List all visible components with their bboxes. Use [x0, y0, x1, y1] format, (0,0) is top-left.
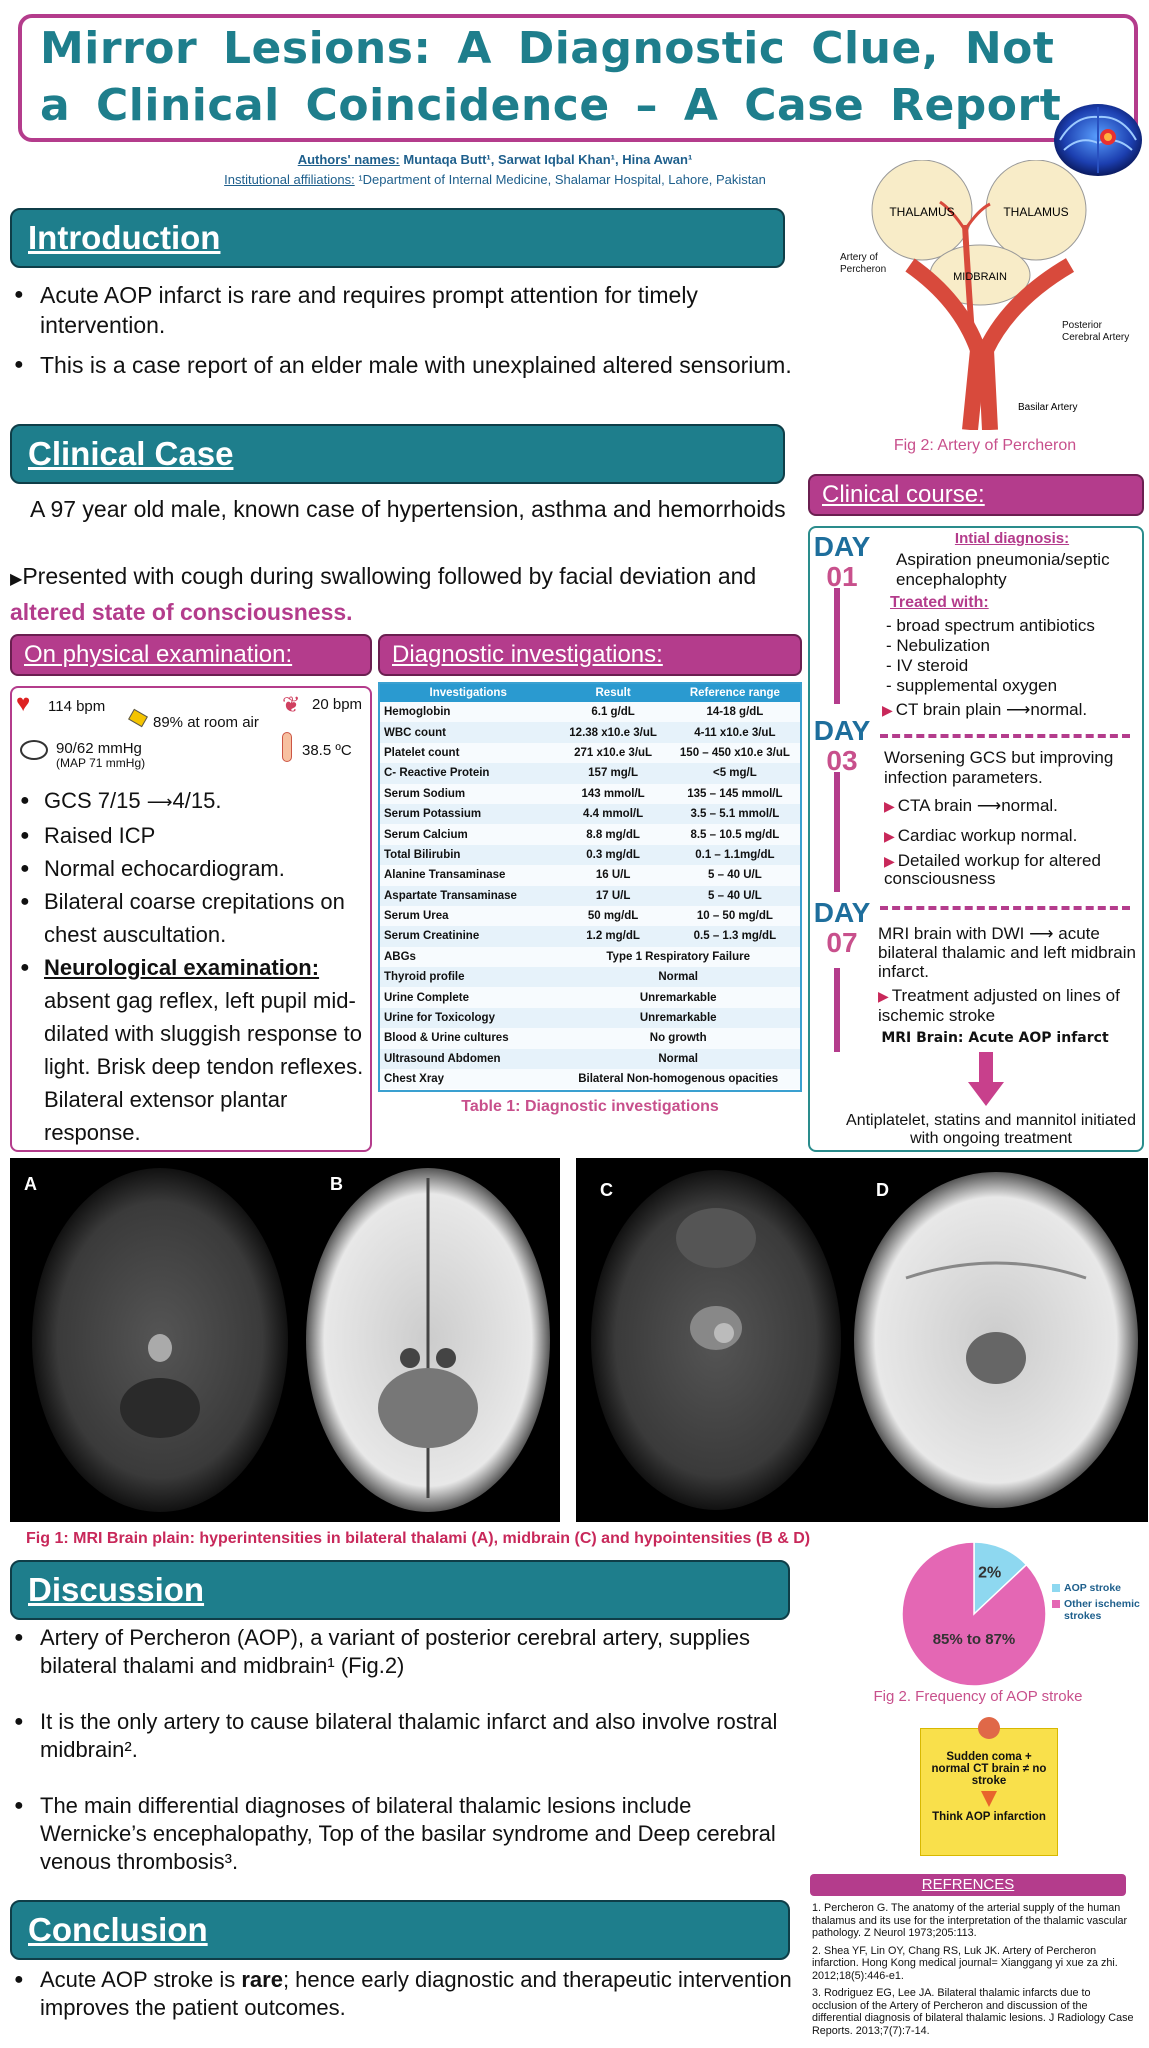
references-heading: REFRENCES: [810, 1874, 1126, 1896]
table-cell: Unremarkable: [556, 987, 800, 1007]
legend-item: [1052, 1582, 1148, 1594]
resp-rate: 20 bpm: [312, 696, 363, 713]
pushpin-icon: [978, 1717, 1000, 1739]
table-cell: 5 – 40 U/L: [670, 865, 800, 885]
fig2-caption: Fig 2: Artery of Percheron: [893, 437, 1077, 454]
table-cell: Serum Potassium: [380, 804, 556, 824]
gcs-to: 4/15.: [172, 788, 222, 813]
mri-image-cd: [576, 1158, 1148, 1522]
neuro-text: absent gag reflex, left pupil mid-dilated with sluggish response to light. Brisk deep tendon reflexes. Bilateral extensor plantar response.: [44, 988, 364, 1145]
table-caption: Table 1: Diagnostic investigations: [461, 1098, 719, 1115]
table-cell: 271 x10.e 3/uL: [556, 743, 669, 763]
day3-text: Worsening GCS but improving infection parameters.: [884, 748, 1114, 787]
mri-result: acute bilateral thalamic and left midbrain infarct.: [878, 924, 1136, 981]
table-cell: Serum Calcium: [380, 824, 556, 844]
presentation-highlight: altered state of consciousness.: [10, 599, 353, 625]
artery-label: Artery of Percheron: [840, 252, 887, 275]
discussion-list: [14, 1624, 804, 1886]
table-cell: 135 – 145 mmol/L: [670, 784, 800, 804]
table-cell: 4-11 x10.e 3/uL: [670, 722, 800, 742]
aop-frequency-pie-chart: [900, 1540, 1048, 1688]
table-row: [380, 722, 800, 742]
thalamus-left-label: THALAMUS: [889, 205, 955, 219]
table-cell: 0.1 – 1.1mg/dL: [670, 845, 800, 865]
table-row: [380, 967, 800, 987]
gcs-from: GCS 7/15: [44, 788, 141, 813]
table-cell: ABGs: [380, 947, 556, 967]
table-cell: C- Reactive Protein: [380, 763, 556, 783]
table-row: [380, 845, 800, 865]
day-word: DAY: [813, 897, 871, 928]
table-cell: 5 – 40 U/L: [670, 886, 800, 906]
table-row: [380, 947, 800, 967]
lungs-icon: ❦: [282, 692, 301, 717]
temperature: 38.5 ºC: [302, 742, 352, 759]
table-cell: Serum Creatinine: [380, 926, 556, 946]
timeline-bar: [834, 968, 840, 1052]
conclusion-prefix: Acute AOP stroke is: [40, 1967, 242, 1992]
conclusion-bold: rare: [241, 1967, 283, 1992]
day-number: 01: [826, 561, 858, 592]
table-cell: 17 U/L: [556, 886, 669, 906]
introduction-list: [14, 280, 804, 390]
table-row: [380, 1008, 800, 1028]
mri-prefix: MRI brain with DWI: [878, 924, 1025, 943]
introduction-heading: Introduction: [10, 208, 785, 268]
table-cell: Serum Sodium: [380, 784, 556, 804]
diagnostics-table-wrap: [378, 682, 802, 1092]
treatment-adjust-text: Treatment adjusted on lines of ischemic stroke: [878, 986, 1120, 1025]
table-row: [380, 763, 800, 783]
clinical-case-intro: A 97 year old male, known case of hypertension, asthma and hemorrhoids: [30, 496, 786, 522]
table-cell: Normal: [556, 967, 800, 987]
table-cell: 3.5 – 5.1 mmol/L: [670, 804, 800, 824]
table-cell: Total Bilirubin: [380, 845, 556, 865]
legend-item: [1052, 1598, 1148, 1622]
affiliation-line: [150, 172, 840, 187]
list-item: ● Artery of Percheron (AOP), a variant of posterior cerebral artery, supplies bilateral thalami and midbrain¹ (Fig.2): [14, 1624, 804, 1680]
timeline-bar: [834, 772, 840, 892]
day7-mri: [878, 924, 1136, 981]
list-item: - supplemental oxygen: [886, 676, 1058, 695]
authors-label: Authors' names:: [297, 152, 400, 167]
sticky-note: [920, 1728, 1058, 1856]
initial-dx-label: Intial diagnosis:: [954, 530, 1070, 547]
thalamus-right-label: THALAMUS: [1003, 205, 1069, 219]
column-header: Result: [556, 684, 669, 702]
authors-names: Muntaqa Butt¹, Sarwat Iqbal Khan¹, Hina Awan¹: [403, 152, 693, 167]
table-cell: 14-18 g/dL: [670, 702, 800, 722]
exam-findings: [20, 784, 368, 1149]
list-item: ● Bilateral coarse crepitations on chest auscultation.: [20, 885, 368, 951]
table-cell: Alanine Transaminase: [380, 865, 556, 885]
sticky-note-top: Sudden coma + normal CT brain ≠ no stroke: [931, 1751, 1047, 1787]
list-item: [20, 951, 368, 1149]
ct-result: normal.: [1030, 700, 1088, 719]
table-cell: WBC count: [380, 722, 556, 742]
list-item: ● It is the only artery to cause bilateral thalamic infarct and also involve rostral midbrain².: [14, 1708, 804, 1764]
mri-summary: MRI Brain: Acute AOP infarct: [881, 1030, 1109, 1046]
table-row: [380, 1049, 800, 1069]
list-item: ● This is a case report of an elder male with unexplained altered sensorium.: [14, 350, 804, 380]
table-row: [380, 824, 800, 844]
arrow-right-icon: ⟶: [146, 792, 173, 812]
physical-exam-heading: On physical examination:: [10, 634, 372, 676]
initial-dx: Aspiration pneumonia/septic encephalophty: [896, 550, 1110, 589]
clinical-case-heading: Clinical Case: [10, 424, 785, 484]
blood-pressure: 90/62 mmHg: [56, 740, 142, 757]
cta-text: CTA brain: [897, 796, 973, 815]
table-cell: 150 – 450 x10.e 3/uL: [670, 743, 800, 763]
panel-label-c: C: [600, 1180, 613, 1200]
table-row: [380, 804, 800, 824]
table-cell: Thyroid profile: [380, 967, 556, 987]
fig1-caption: Fig 1: MRI Brain plain: hyperintensities in bilateral thalami (A), midbrain (C) and hypointensities (B & D): [26, 1530, 811, 1547]
list-item: - IV steroid: [886, 656, 969, 675]
table-cell: 8.8 mg/dL: [556, 824, 669, 844]
panel-label-a: A: [24, 1174, 37, 1194]
table-row: [380, 886, 800, 906]
table-row: [380, 865, 800, 885]
workup-text: Detailed workup for altered consciousness: [884, 851, 1101, 888]
arrow-down-icon: [981, 1791, 997, 1807]
list-item: ● Acute AOP infarct is rare and requires prompt attention for timely intervention.: [14, 280, 804, 340]
table-row: [380, 906, 800, 926]
table-cell: Aspartate Transaminase: [380, 886, 556, 906]
table-row: [380, 784, 800, 804]
poster-title: Mirror Lesions: A Diagnostic Clue, Not a Clinical Coincidence – A Case Report: [40, 23, 1062, 131]
table-cell: Normal: [556, 1049, 800, 1069]
midbrain-label: MIDBRAIN: [953, 271, 1007, 283]
list-item: - broad spectrum antibiotics: [886, 616, 1095, 635]
table-cell: 12.38 x10.e 3/uL: [556, 722, 669, 742]
map: (MAP 71 mmHg): [56, 756, 146, 770]
list-item: ● Normal echocardiogram.: [20, 852, 368, 885]
clinical-course-heading: Clinical course:: [808, 474, 1144, 516]
dashed-divider: [880, 906, 1130, 910]
spo2: 89% at room air: [153, 714, 259, 731]
column-header: Investigations: [380, 684, 556, 702]
arrow-right-icon: ⟶: [1029, 924, 1054, 943]
legend-label: AOP stroke: [1064, 1582, 1121, 1594]
table-cell: Platelet count: [380, 743, 556, 763]
cta-result: normal.: [1001, 796, 1058, 815]
conclusion-suffix: ; hence early diagnostic and therapeutic intervention improves the patient outcomes.: [40, 1967, 792, 2020]
list-item: - Nebulization: [886, 636, 990, 655]
list-item: [20, 784, 368, 819]
table-cell: 6.1 g/dL: [556, 702, 669, 722]
conclusion-heading: Conclusion: [10, 1900, 790, 1960]
discussion-heading: Discussion: [10, 1560, 790, 1620]
pie-caption: Fig 2. Frequency of AOP stroke: [873, 1688, 1083, 1705]
table-cell: Unremarkable: [556, 1008, 800, 1028]
basilar-label: Basilar Artery: [1018, 402, 1078, 413]
timeline-bar: [834, 588, 840, 704]
arrow-icon: ▶: [10, 571, 23, 588]
table-cell: 4.4 mmol/L: [556, 804, 669, 824]
table-row: [380, 926, 800, 946]
references-list: [812, 1902, 1137, 2042]
arrow-right-icon: ⟶: [1006, 700, 1031, 719]
bp-cuff-icon: [20, 740, 48, 760]
table-row: [380, 987, 800, 1007]
ct-line: [882, 700, 1132, 720]
legend-label: Other ischemic strokes: [1064, 1598, 1140, 1622]
table-row: [380, 1028, 800, 1048]
list-item: ● Raised ICP: [20, 819, 368, 852]
treatment-adjust: [878, 986, 1136, 1025]
mri-image-ab: [10, 1158, 560, 1522]
table-cell: Urine Complete: [380, 987, 556, 1007]
table-cell: 143 mmol/L: [556, 784, 669, 804]
thermometer-icon: [282, 732, 292, 762]
down-arrow-icon: [968, 1052, 1004, 1106]
cardiac-text: Cardiac workup normal.: [897, 826, 1078, 845]
table-cell: No growth: [556, 1028, 800, 1048]
neuro-label: Neurological examination:: [44, 955, 320, 980]
reference-item: 1. Percheron G. The anatomy of the arterial supply of the human thalamus and its use for the interpretation of the thalamic vascular pathology. Z Neurol 1973;205:113.: [812, 1902, 1128, 1939]
authors-line: [150, 152, 840, 167]
diagnostics-table: [380, 684, 800, 1089]
table-cell: 0.5 – 1.3 mg/dL: [670, 926, 800, 946]
pca-label: Posterior Cerebral Artery: [1062, 320, 1130, 343]
table-cell: Serum Urea: [380, 906, 556, 926]
column-header: Reference range: [670, 684, 800, 702]
heart-icon: ♥: [16, 690, 31, 717]
treatment-list: [886, 616, 1136, 696]
table-cell: Ultrasound Abdomen: [380, 1049, 556, 1069]
table-cell: 0.3 mg/dL: [556, 845, 669, 865]
table-row: [380, 743, 800, 763]
ct-text: CT brain plain: [895, 700, 1002, 719]
reference-item: 2. Shea YF, Lin OY, Chang RS, Luk JK. Artery of Percheron infarction. Hong Kong medical journal= Xianggang yi xue za zhi. 2012;18(5):446-e1.: [812, 1944, 1118, 1982]
table-cell: 157 mg/L: [556, 763, 669, 783]
pie-slice-label: 85% to 87%: [932, 1631, 1016, 1648]
day-marker: [812, 898, 872, 958]
reference-item: 3. Rodriguez EG, Lee JA. Bilateral thalamic infarcts due to occlusion of the Artery of Percheron and discussion of the differential diagnosis of bilateral thalamic lesions. J Radiology Case Reports. 2013;7(7):7-14.: [812, 1987, 1134, 2037]
pie-legend: [1052, 1582, 1148, 1622]
table-cell: Hemoglobin: [380, 702, 556, 722]
legend-swatch: [1052, 1600, 1060, 1608]
table-cell: 16 U/L: [556, 865, 669, 885]
table-cell: 1.2 mg/dL: [556, 926, 669, 946]
pie-slice-label: 2%: [978, 1564, 1002, 1582]
affiliation-label: Institutional affiliations:: [224, 172, 355, 187]
table-row: [380, 702, 800, 722]
table-cell: Chest Xray: [380, 1069, 556, 1089]
table-cell: Type 1 Respiratory Failure: [556, 947, 800, 967]
heart-rate: 114 bpm: [48, 698, 106, 715]
panel-label-b: B: [330, 1174, 343, 1194]
arrow-right-icon: ⟶: [976, 796, 1002, 815]
day-number: 03: [826, 745, 858, 776]
artery-of-percheron-diagram: [840, 160, 1140, 430]
clinical-case-presentation: [10, 560, 806, 628]
dashed-divider: [880, 734, 1130, 738]
table-cell: Blood & Urine cultures: [380, 1028, 556, 1048]
table-cell: Urine for Toxicology: [380, 1008, 556, 1028]
day-marker: [812, 716, 872, 776]
table-cell: 10 – 50 mg/dL: [670, 906, 800, 926]
conclusion-list: [14, 1966, 804, 2032]
panel-label-d: D: [876, 1180, 889, 1200]
workup-line: [884, 852, 1134, 888]
cta-line: [884, 796, 1134, 816]
table-cell: 50 mg/dL: [556, 906, 669, 926]
cardiac-line: [884, 826, 1134, 846]
final-treatment: Antiplatelet, statins and mannitol initiated with ongoing treatment: [846, 1112, 1136, 1147]
table-cell: 8.5 – 10.5 mg/dL: [670, 824, 800, 844]
sticky-note-bottom: Think AOP infarction: [932, 1811, 1046, 1823]
presentation-text: Presented with cough during swallowing followed by facial deviation and: [22, 563, 757, 589]
affiliation-text: ¹Department of Internal Medicine, Shalamar Hospital, Lahore, Pakistan: [358, 172, 766, 187]
day-marker: [812, 532, 872, 592]
legend-swatch: [1052, 1584, 1060, 1592]
table-cell: Bilateral Non-homogenous opacities: [556, 1069, 800, 1089]
list-item: ● The main differential diagnoses of bilateral thalamic lesions include Wernicke’s encephalopathy, Top of the basilar syndrome and Deep cerebral venous thrombosis³.: [14, 1792, 804, 1876]
diagnostics-heading: Diagnostic investigations:: [378, 634, 802, 676]
table-row: [380, 1069, 800, 1089]
day-word: DAY: [813, 715, 871, 746]
table-cell: <5 mg/L: [670, 763, 800, 783]
list-item: [14, 1966, 804, 2022]
day-word: DAY: [813, 531, 871, 562]
day-number: 07: [826, 927, 858, 958]
treated-label: Treated with:: [890, 594, 989, 611]
